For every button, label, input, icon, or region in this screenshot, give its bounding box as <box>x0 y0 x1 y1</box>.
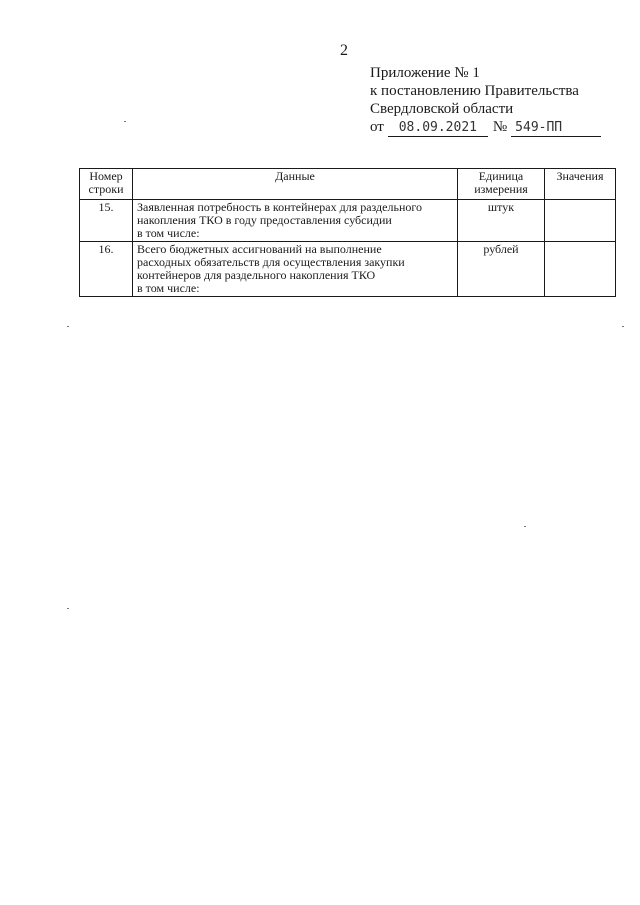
page-number: 2 <box>340 42 348 59</box>
row-data-line: расходных обязательств для осуществления закупки <box>137 255 405 269</box>
appendix-region: Свердловской области <box>370 101 514 117</box>
date-value: 08.09.2021 <box>388 120 488 137</box>
appendix-dateline <box>370 118 601 137</box>
header-unit: Единица измерения <box>458 169 545 200</box>
table-header-row <box>80 169 616 200</box>
row-value-cell[interactable] <box>545 200 616 242</box>
appendix-title: Приложение № 1 <box>370 65 480 81</box>
number-prefix: № <box>492 119 508 135</box>
appendix-reference: к постановлению Правительства <box>370 83 579 99</box>
row-unit-cell: штук <box>458 200 545 242</box>
row-data-line: накопления ТКО в году предоставления субсидии <box>137 213 392 227</box>
row-data-line: в том числе: <box>137 226 200 240</box>
row-value-cell[interactable] <box>545 242 616 297</box>
table-row <box>80 242 616 297</box>
row-data-cell <box>133 242 458 297</box>
scan-speck <box>67 608 69 609</box>
header-values: Значения <box>545 169 616 200</box>
header-row-number: Номер строки <box>80 169 133 200</box>
header-data: Данные <box>133 169 458 200</box>
row-number-cell: 16. <box>80 242 133 297</box>
scan-speck <box>67 326 69 327</box>
row-unit-cell: рублей <box>458 242 545 297</box>
scan-speck <box>124 121 126 122</box>
row-data-cell <box>133 200 458 242</box>
scan-speck <box>622 326 624 327</box>
row-data-line: контейнеров для раздельного накопления ТКО <box>137 268 376 282</box>
row-data-line: Всего бюджетных ассигнований на выполнение <box>137 242 382 256</box>
table-row <box>80 200 616 242</box>
data-table <box>79 168 616 297</box>
date-prefix: от <box>370 119 384 135</box>
row-data-line: Заявленная потребность в контейнерах для раздельного <box>137 200 422 214</box>
scan-speck <box>524 526 526 527</box>
decree-number: 549-ПП <box>511 120 601 137</box>
row-data-line: в том числе: <box>137 281 200 295</box>
appendix-header <box>370 64 601 137</box>
row-number-cell: 15. <box>80 200 133 242</box>
